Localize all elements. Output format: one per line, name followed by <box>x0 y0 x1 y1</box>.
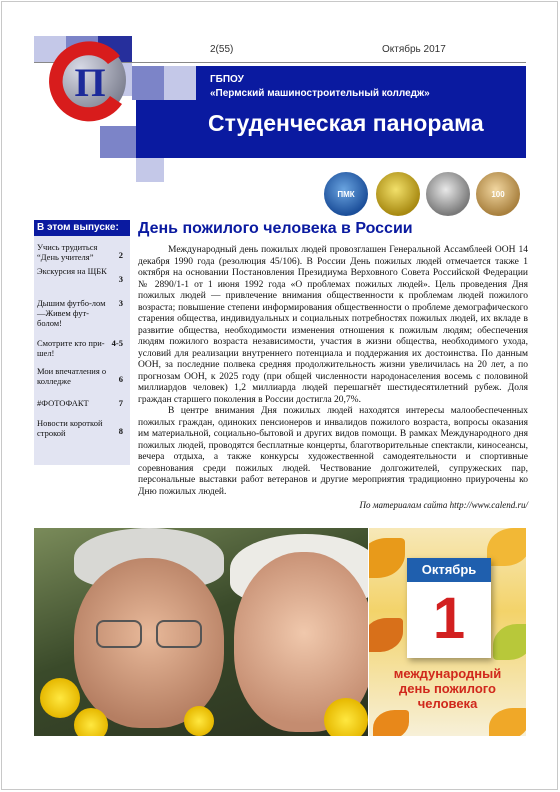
medal-badge <box>374 170 422 218</box>
elderly-couple-photo <box>34 528 368 736</box>
medal-badge <box>322 170 370 218</box>
leaf-decor <box>369 538 405 578</box>
article-body <box>138 245 528 498</box>
logo-letter: П <box>74 60 106 105</box>
leaf-decor <box>493 624 526 660</box>
medal-badge <box>424 170 472 218</box>
leaf-decor <box>373 710 409 736</box>
toc-item[interactable] <box>37 366 127 386</box>
toc-item[interactable] <box>37 418 127 438</box>
toc-item-label: Новости короткой строкой <box>37 418 103 438</box>
issue-date: Октябрь 2017 <box>382 44 446 55</box>
toc-item-label: Мои впечатления о колледже <box>37 366 107 386</box>
toc-item-page: 8 <box>118 426 123 436</box>
contents-sidebar <box>34 220 130 465</box>
toc-item-label: Экскурсия на ЩБК <box>37 266 107 276</box>
flower-decor <box>184 706 214 736</box>
college-logo <box>42 34 134 126</box>
holiday-card <box>369 528 526 736</box>
toc-item[interactable] <box>37 338 127 358</box>
article-paragraph: Международный день пожилых людей провозглашен Генеральной Ассамблеей ООН 14 декабря 1990 года (резолюция 45/106). В России День пожилых людей отмечается также 1 октября на основании Постановления Президиума Верховного Совета Российской Федерации № 2890/1-1 от 1 июня 1992 года «О проблемах пожилых людей». Цель проведения Дня пожилых людей — привлечение внимания общественности к проблемам людей пожилого возраста; повышение степени информирования общественности о проблеме демографического старения общества, индивидуальных и социальных потребностях пожилых людей, их вкладе в развитие общества, необходимости изменения отношения к пожилым людям; обеспечения людям пожилого возраста независимости, участия в жизни общества, необходимого ухода, условий для реализации внутреннего потенциала и поддержания их достоинства. По данным ООН, за последние полвека средняя продолжительность жизни увеличилась на 20 лет, а по прогнозам ООН, к 2025 году (при общей численности народонаселения восемь с половиной миллиардов человек) 1,2 миллиарда людей перешагнёт шестидесятилетний рубеж. Доля граждан старшего поколения в России достигла 20,7%. <box>138 245 528 405</box>
medal-label: 100 <box>491 190 505 199</box>
calendar-day: 1 <box>432 586 466 651</box>
toc-item-label: Учись трудиться “День учителя” <box>37 242 98 262</box>
calendar-month: Октябрь <box>407 558 491 582</box>
toc-item-page: 4-5 <box>111 338 123 348</box>
toc-item-page: 3 <box>118 298 123 308</box>
toc-item[interactable] <box>37 266 127 284</box>
photo-glasses <box>96 620 206 650</box>
toc-item-page: 6 <box>118 374 123 384</box>
leaf-decor <box>487 528 526 566</box>
masthead <box>0 0 560 220</box>
holiday-caption-line: человека <box>417 696 478 711</box>
holiday-caption-line: день пожилого <box>399 681 496 696</box>
decor-square <box>100 126 136 158</box>
contents-heading: В этом выпуске: <box>34 220 130 236</box>
toc-item-label: #ФОТОФАКТ <box>37 398 89 408</box>
toc-item-page: 7 <box>118 398 123 408</box>
calendar-page <box>407 558 491 658</box>
org-type: ГБПОУ <box>210 74 244 85</box>
toc-item-label: Дышим футбо-лом—Живем фут-болом! <box>37 298 106 328</box>
holiday-caption-line: международный <box>393 666 502 681</box>
toc-item-page: 2 <box>118 250 123 260</box>
decor-square <box>164 66 196 100</box>
article-title: День пожилого человека в России <box>138 220 413 237</box>
flower-decor <box>324 698 368 736</box>
newspaper-title: Студенческая панорама <box>208 110 484 136</box>
flower-decor <box>74 708 108 736</box>
org-name: «Пермский машиностроительный колледж» <box>210 88 430 99</box>
decor-square <box>132 66 164 100</box>
issue-number: 2(55) <box>210 44 234 55</box>
toc-item[interactable] <box>37 242 127 262</box>
holiday-caption <box>369 666 526 711</box>
medal-badge <box>474 170 522 218</box>
flower-decor <box>40 678 80 718</box>
toc-item-label: Смотрите кто при-шел! <box>37 338 105 358</box>
leaf-decor <box>489 708 526 736</box>
article-paragraph: В центре внимания Дня пожилых людей находятся интересы малообеспеченных пожилых граждан, одиноких пенсионеров и инвалидов пожилого возраста, вопросы оказания им материальной, социально-бытовой и других видов помощи. В рамках Международного дня пожилых людей, проводятся бесплатные концерты, благотворительные спектакли, киносеансы, вечера отдыха, а также конкурсы художественной самодеятельности и спортивные соревнования среди пожилых людей. Чествование долгожителей, супружеских пар, персональные выставки работ ветеранов и другие мероприятия традиционно приурочены ко Дню пожилых людей. <box>138 406 528 497</box>
medal-label: ПМК <box>337 190 355 199</box>
toc-item[interactable] <box>37 298 127 328</box>
decor-square <box>136 158 164 182</box>
article-source: По материалам сайта http://www.calend.ru/ <box>359 500 528 510</box>
toc-item[interactable] <box>37 398 127 408</box>
toc-item-page: 3 <box>118 274 123 284</box>
leaf-decor <box>369 618 403 652</box>
